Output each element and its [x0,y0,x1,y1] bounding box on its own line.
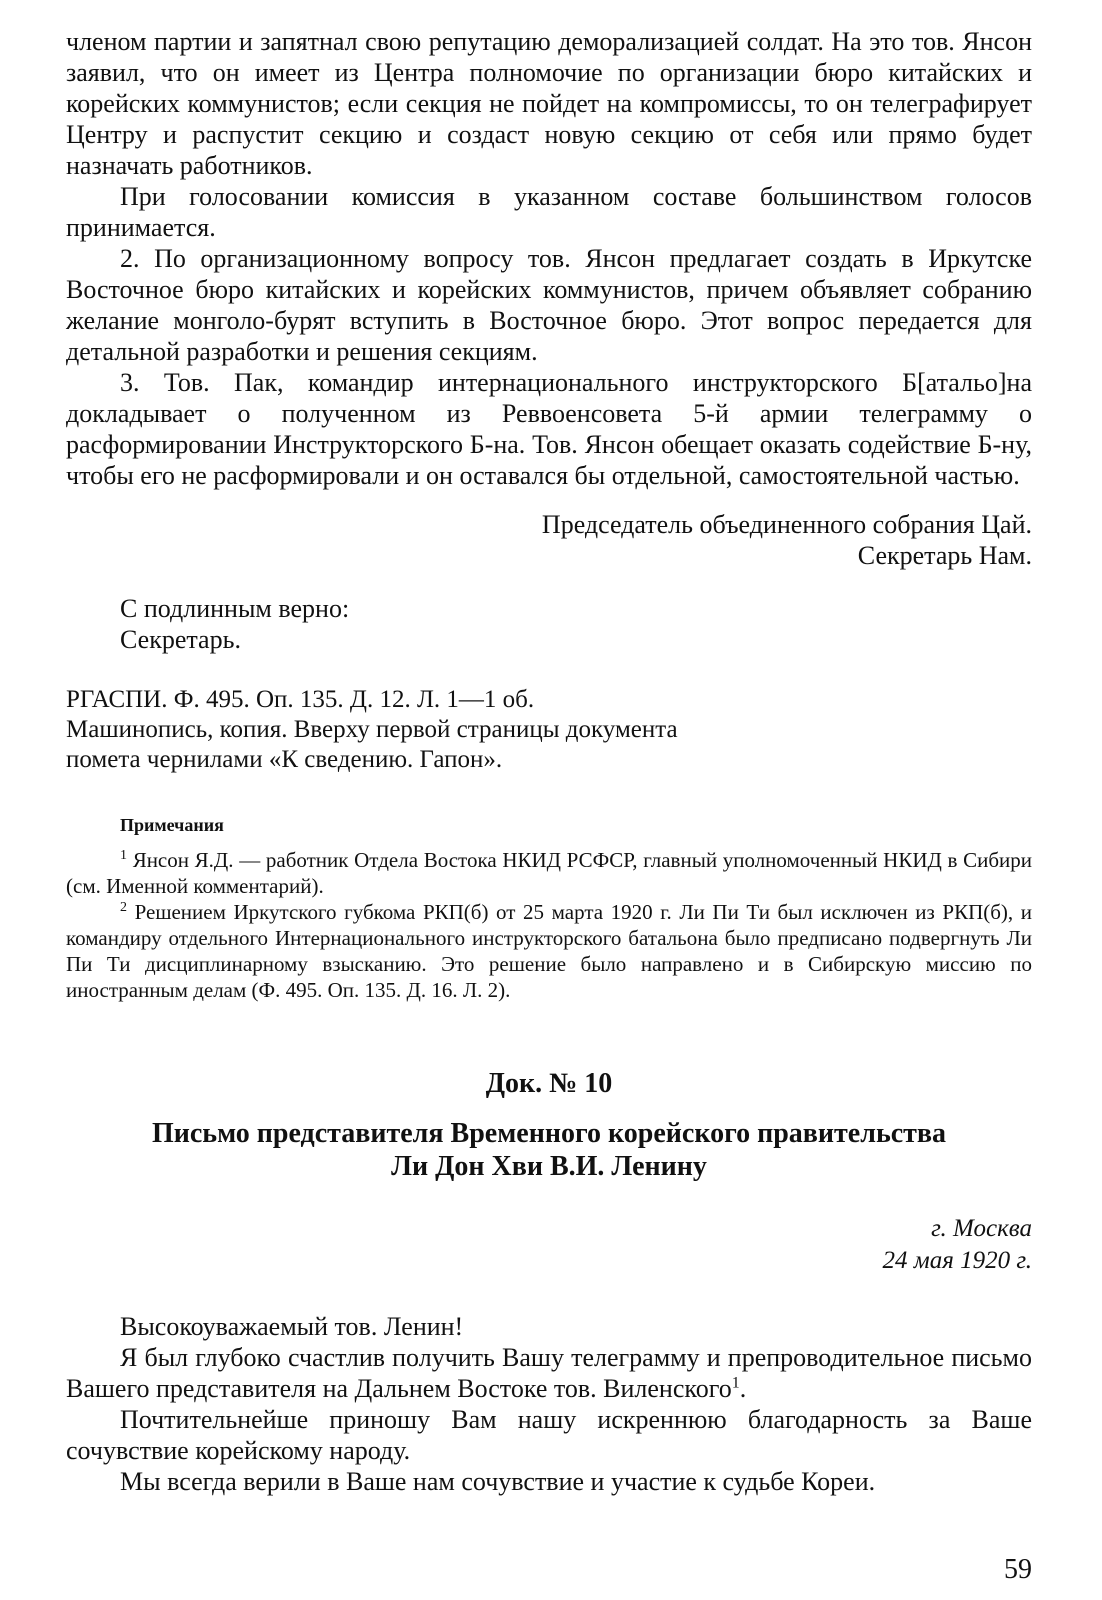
document-number: Док. № 10 [485,1068,613,1099]
notes-section [66,813,1032,1003]
document-place: г. Москва [931,1215,1032,1242]
certification-block [66,593,1032,655]
document-page [66,26,1032,1586]
archive-description: Машинопись, копия. Вверху первой страницы документа [66,716,678,743]
letter-paragraph: Мы всегда верили в Ваше нам сочувствие и участие к судьбе Кореи. [120,1467,876,1496]
footnote-reference: 1 [731,1374,740,1392]
body-paragraph: При голосовании комиссия в указанном составе большинством голосов принимается. [66,182,1032,242]
secretary-signature: Секретарь Нам. [857,541,1032,570]
footnote-text: Решением Иркутского губкома РКП(б) от 25 марта 1920 г. Ли Пи Ти был исключен из РКП(б), и командиру отдельного Интернационального инструкторского батальона было предписано подвергнуть Ли Пи Ти дисциплинарному взысканию. Это решение было направлено и в Сибирскую миссию по иностранным делам (Ф. 495. Оп. 135. Д. 16. Л. 2). [66,900,1032,1002]
document-date: 24 мая 1920 г. [882,1247,1032,1274]
body-paragraph: 3. Тов. Пак, командир интернационального инструкторского Б[атальо]на докладывает о полученном из Реввоенсовета 5-й армии телеграмму о расформировании Инструкторского Б-на. Тов. Янсон обещает оказать содействие Б-ну, чтобы его не расформировали и он оставался бы отдельной, самостоятельной частью. [66,368,1032,490]
certification-secretary: Секретарь. [120,625,241,654]
body-paragraph: членом партии и запятнал свою репутацию деморализацией солдат. На это тов. Янсон заявил, что он имеет из Центра полномочие по организации бюро китайских и корейских коммунистов; если секция не пойдет на компромиссы, то он телеграфирует Центру и распустит секцию и создаст новую секцию от себя или прямо будет назначать работников. [66,27,1032,180]
body-paragraph: 2. По организационному вопросу тов. Янсон предлагает создать в Иркутске Восточное бюро китайских и корейских коммунистов, причем объявляет собранию желание монголо-бурят вступить в Восточное бюро. Этот вопрос передается для детальной разработки и решения секциям. [66,244,1032,366]
archive-reference [66,685,1032,775]
protocol-continuation [66,26,1032,491]
document-title-line: Письмо представителя Временного корейского правительства [151,1118,947,1149]
letter-paragraph [66,1342,1032,1404]
footnote-marker: 1 [120,848,127,863]
letter-paragraph-end: . [739,1374,747,1403]
document-title-line: Ли Дон Хви В.И. Ленину [391,1151,707,1182]
footnote-text: Янсон Я.Д. — работник Отдела Востока НКИД РСФСР, главный уполномоченный НКИД в Сибири (см. Именной комментарий). [66,848,1032,898]
footnote [66,899,1032,1003]
dateline [66,1213,1032,1277]
archive-description: помета чернилами «К сведению. Гапон». [66,746,503,773]
document-header [66,1067,1032,1277]
letter-paragraph-text: Я был глубоко счастлив получить Вашу телеграмму и препроводительное письмо Вашего представителя на Дальнем Востоке тов. Виленского [66,1343,1032,1403]
archive-citation: РГАСПИ. Ф. 495. Оп. 135. Д. 12. Л. 1—1 об. [66,686,535,713]
letter-paragraph: Почтительнейше приношу Вам нашу искреннюю благодарность за Ваше сочувствие корейскому народу. [66,1405,1032,1465]
footnote-marker: 2 [120,900,127,915]
page-number: 59 [1004,1554,1032,1585]
letter-body [66,1311,1032,1497]
certification-line: С подлинным верно: [120,594,350,623]
signature-block [66,509,1032,571]
footnote [66,847,1032,899]
document-title [66,1117,1032,1183]
letter-salutation: Высокоуважаемый тов. Ленин! [120,1312,464,1341]
notes-heading: Примечания [120,815,224,835]
chairman-signature: Председатель объединенного собрания Цай. [541,510,1032,539]
